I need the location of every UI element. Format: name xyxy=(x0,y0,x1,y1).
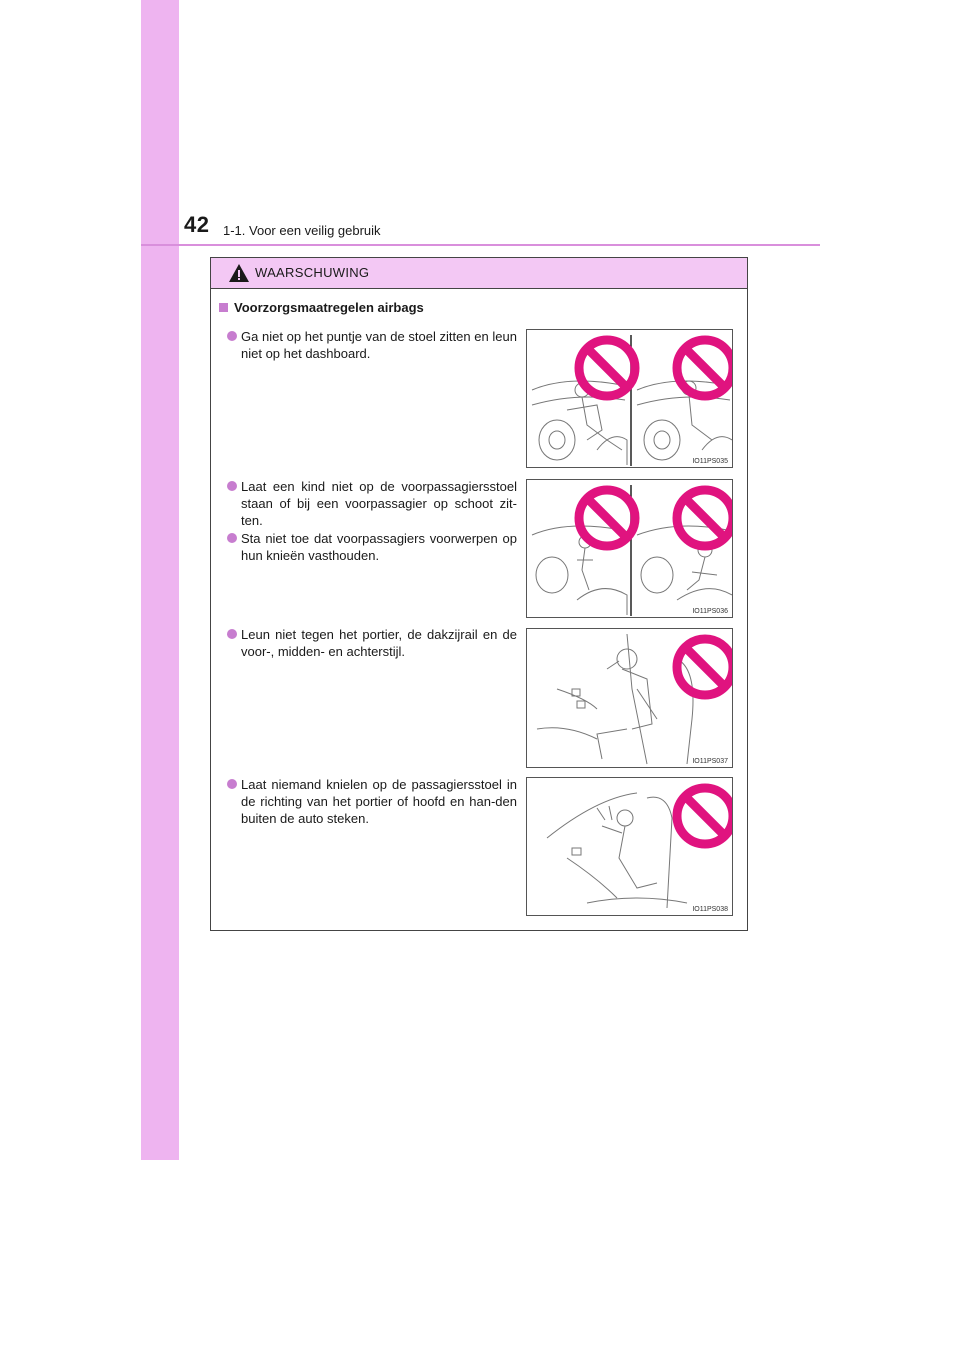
section-title-text: Voorzorgsmaatregelen airbags xyxy=(234,300,424,315)
bullet-dot-icon xyxy=(227,533,237,543)
side-color-band xyxy=(141,0,179,1160)
prohibition-icon xyxy=(579,490,635,546)
bullet-dot-icon xyxy=(227,629,237,639)
page-number: 42 xyxy=(184,212,210,237)
warning-header xyxy=(211,258,747,289)
bullet-item xyxy=(227,478,517,529)
prohibition-icon xyxy=(677,340,733,396)
bullet-dot-icon xyxy=(227,481,237,491)
illustration xyxy=(527,778,733,916)
warning-triangle-icon xyxy=(228,263,250,283)
illustration xyxy=(527,330,733,468)
figure-code: IO11PS036 xyxy=(692,608,728,615)
illustration xyxy=(527,480,733,618)
bullet-dot-icon xyxy=(227,779,237,789)
bullet-text: Laat niemand knielen op de passagiersstoel in de richting van het portier of hoofd en han-den buiten de auto steken. xyxy=(241,777,517,826)
section-title xyxy=(219,300,424,315)
bullet-item xyxy=(227,776,517,827)
figure-code: IO11PS038 xyxy=(692,906,728,913)
prohibition-icon xyxy=(677,490,733,546)
bullet-text: Ga niet op het puntje van de stoel zitten en leun niet op het dashboard. xyxy=(241,329,517,361)
prohibition-icon xyxy=(677,788,733,844)
square-bullet-icon xyxy=(219,303,228,312)
warning-box xyxy=(210,257,748,931)
header-divider xyxy=(141,244,820,246)
bullet-text: Sta niet toe dat voorpassagiers voorwerpen op hun knieën vasthouden. xyxy=(241,531,517,563)
chapter-title: 1-1. Voor een veilig gebruik xyxy=(223,223,381,238)
illustration-figure xyxy=(526,329,733,468)
illustration xyxy=(527,629,733,768)
illustration-figure xyxy=(526,777,733,916)
bullet-text: Leun niet tegen het portier, de dakzijrail en de voor-, midden- en achterstijl. xyxy=(241,627,517,659)
bullet-text: Laat een kind niet op de voorpassagiersstoel staan of bij een voorpassagier op schoot zit-ten. xyxy=(241,479,517,528)
warning-title: WAARSCHUWING xyxy=(255,265,370,280)
bullet-item xyxy=(227,530,517,564)
figure-code: IO11PS037 xyxy=(692,758,728,765)
illustration-figure xyxy=(526,479,733,618)
bullet-dot-icon xyxy=(227,331,237,341)
prohibition-icon xyxy=(579,340,635,396)
illustration-figure xyxy=(526,628,733,768)
figure-code: IO11PS035 xyxy=(692,458,728,465)
bullet-item xyxy=(227,328,517,362)
bullet-item xyxy=(227,626,517,660)
